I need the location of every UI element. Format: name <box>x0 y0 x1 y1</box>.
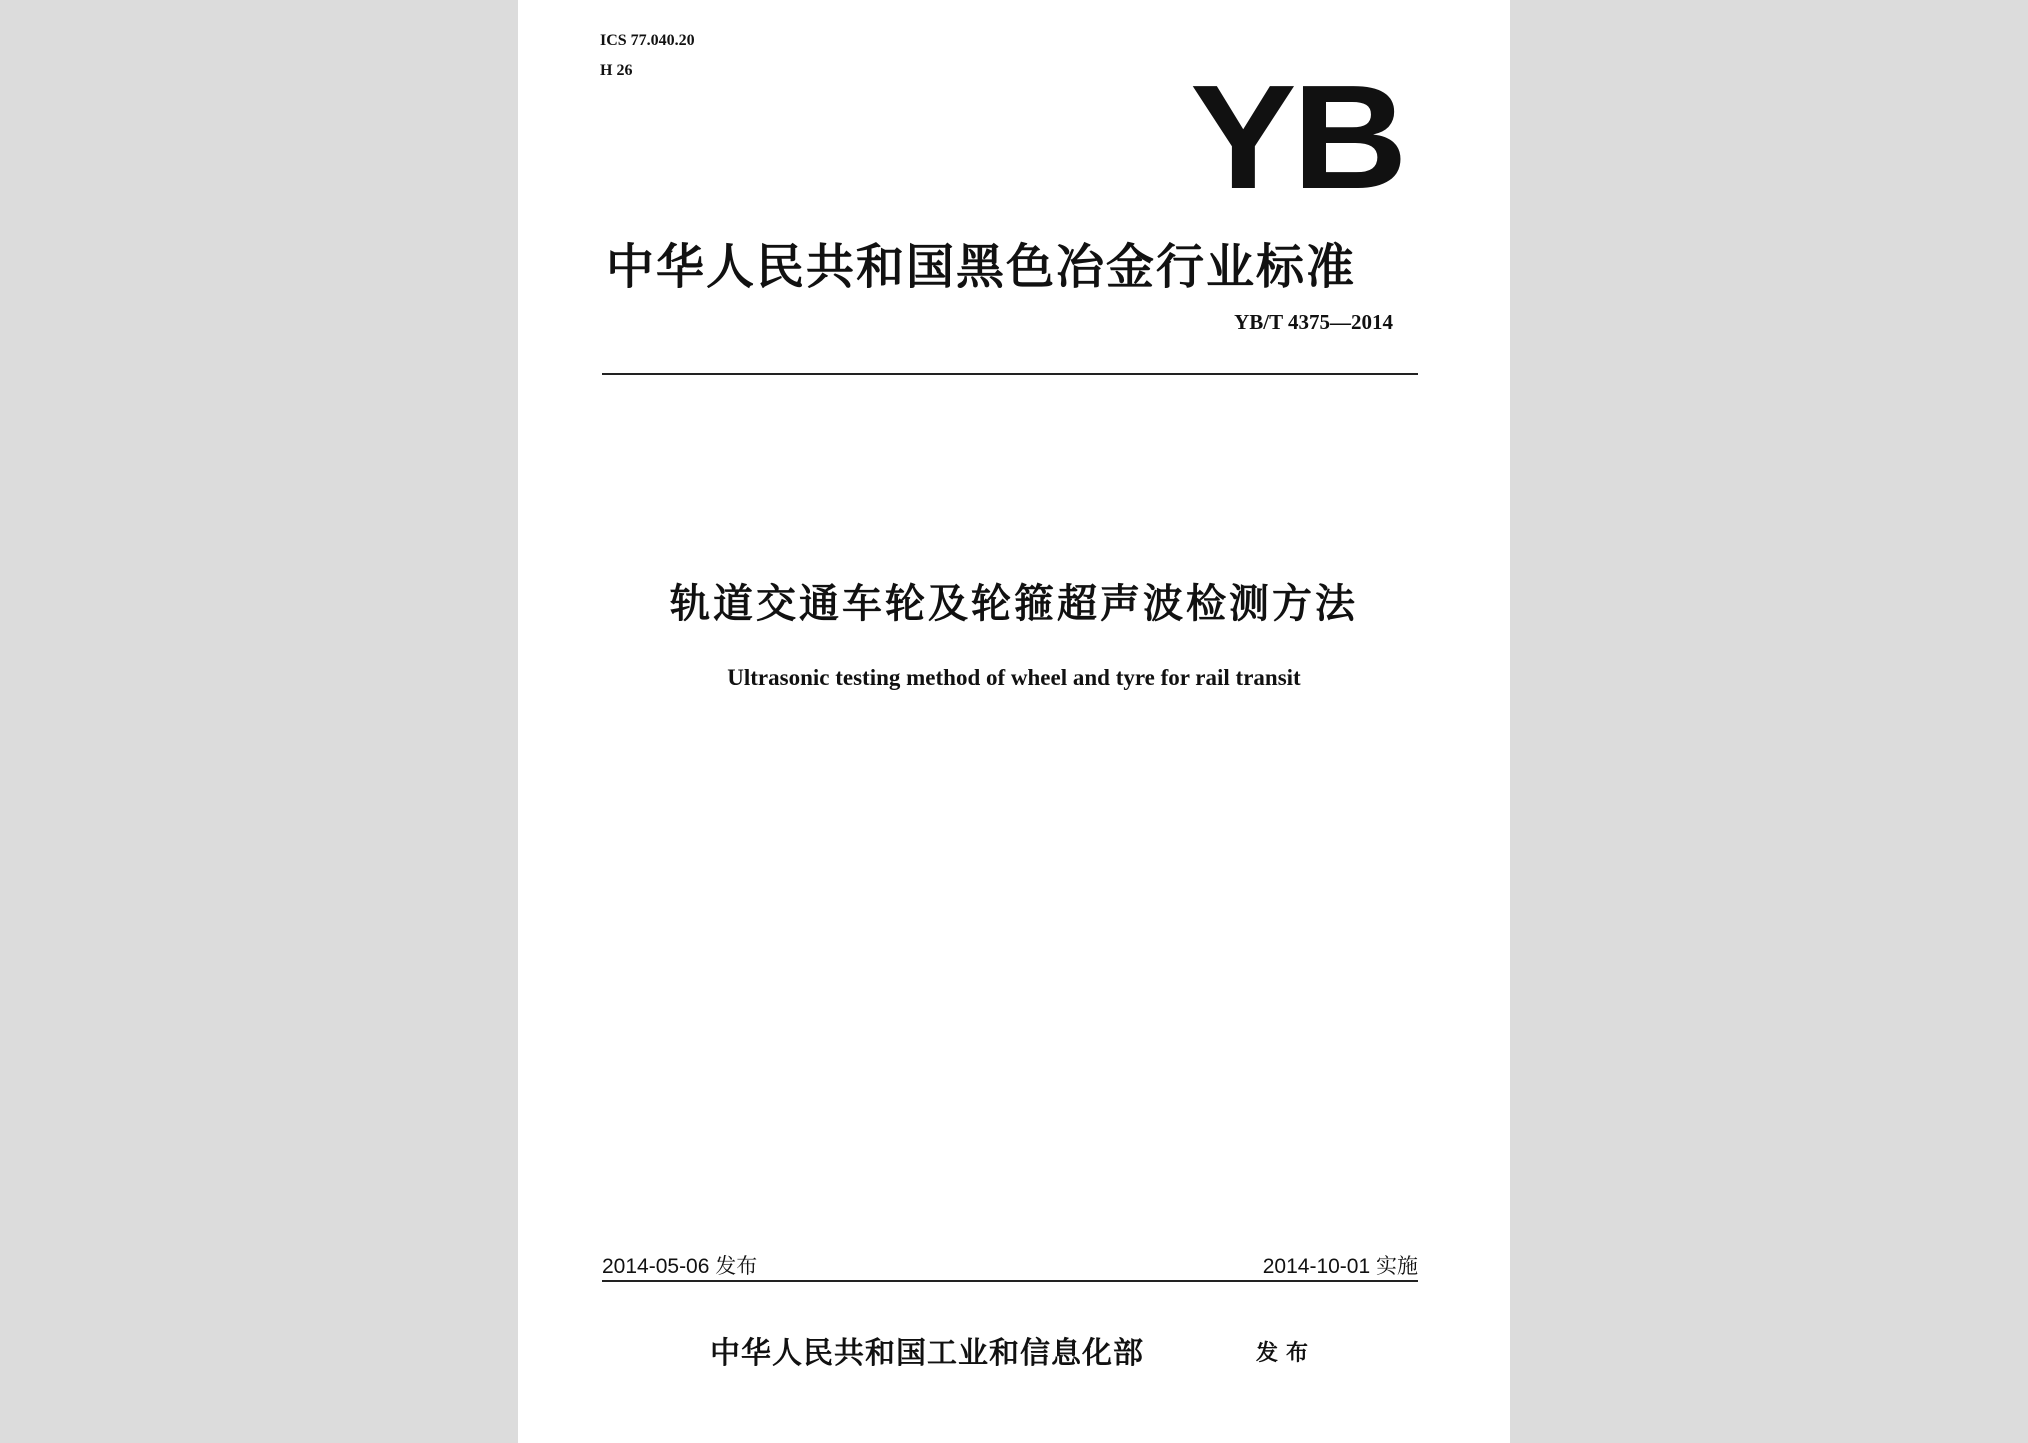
ics-code: ICS 77.040.20 <box>600 32 695 49</box>
document-page <box>518 0 1510 1443</box>
document-title-english: Ultrasonic testing method of wheel and tyre for rail transit <box>727 665 1301 690</box>
footer-divider <box>602 1280 1418 1282</box>
publish-date: 2014-05-06 发布 <box>602 1255 758 1278</box>
header-divider <box>602 373 1418 375</box>
standard-number: YB/T 4375—2014 <box>1234 310 1393 334</box>
standard-category-title: 中华人民共和国黑色冶金行业标准 <box>606 239 1357 295</box>
issue-label: 发布 <box>1256 1340 1317 1366</box>
classification-code: H 26 <box>600 62 633 79</box>
document-title-chinese: 轨道交通车轮及轮箍超声波检测方法 <box>670 581 1358 627</box>
effective-date: 2014-10-01 实施 <box>1262 1255 1418 1278</box>
issuing-authority: 中华人民共和国工业和信息化部 <box>710 1336 1144 1371</box>
yb-logo: YB <box>1190 55 1404 220</box>
